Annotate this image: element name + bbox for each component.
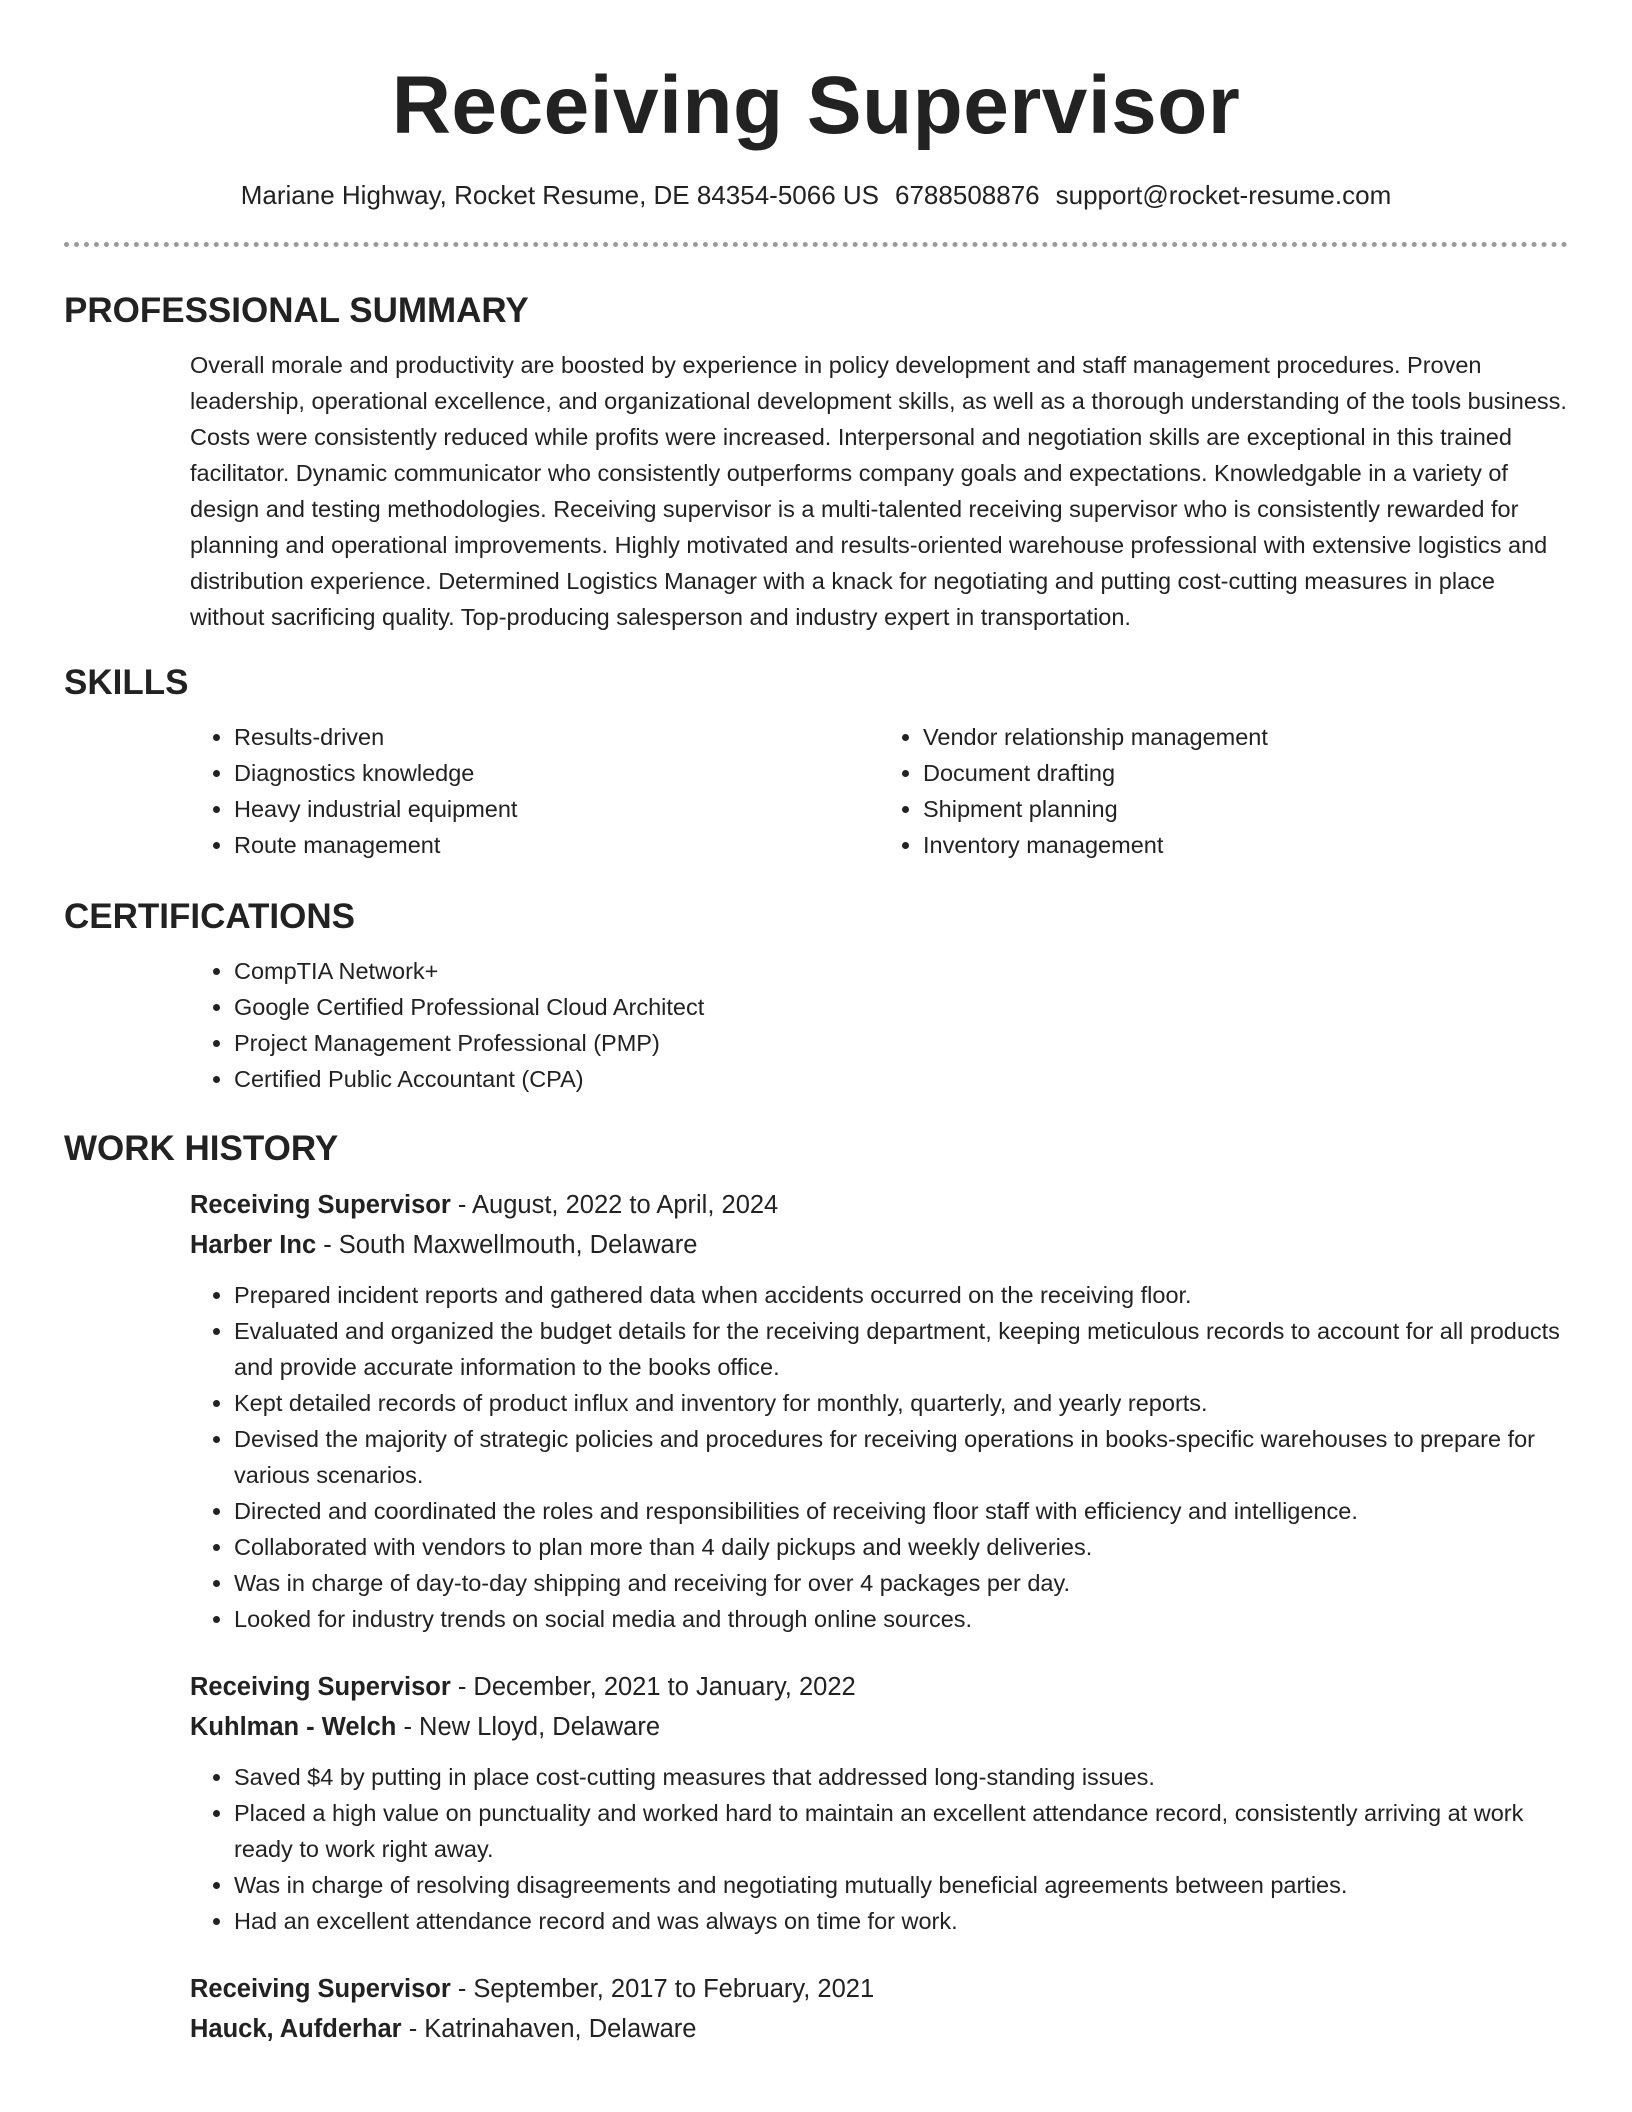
job-role: Receiving Supervisor <box>190 1975 451 2003</box>
job-company-line <box>190 1707 1568 1747</box>
header-divider <box>64 242 1568 247</box>
summary-text: Overall morale and productivity are boosted by experience in policy development and staff management procedures. Proven leadership, operational excellence, and organizational development skills, as well as a thorough understanding of the tools business. Costs were consistently reduced while profits were increased. Interpersonal and negotiation skills are exceptional in this trained facilitator. Dynamic communicator who consistently outperforms company goals and expectations. Knowledgable in a variety of design and testing methodologies. Receiving supervisor is a multi-talented receiving supervisor who is consistently rewarded for planning and operational improvements. Highly motivated and results-oriented warehouse professional with extensive logistics and distribution experience. Determined Logistics Manager with a knack for negotiating and putting cost-cutting measures in place without sacrificing quality. Top-producing salesperson and industry expert in transportation. <box>190 352 1567 630</box>
skill-item: • Document drafting <box>923 755 1568 791</box>
skill-item: • Shipment planning <box>923 791 1568 827</box>
job-bullet: • Saved $4 by putting in place cost-cutting measures that addressed long-standing issues. <box>234 1759 1568 1795</box>
job-bullets <box>190 1759 1568 1939</box>
job-role: Receiving Supervisor <box>190 1673 451 1701</box>
job-title-line <box>190 1667 1568 1707</box>
job-bullet: • Kept detailed records of product influx and inventory for monthly, quarterly, and yearly reports. <box>234 1385 1568 1421</box>
job-location: - South Maxwellmouth, Delaware <box>316 1231 698 1259</box>
job-bullet: • Collaborated with vendors to plan more than 4 daily pickups and weekly deliveries. <box>234 1529 1568 1565</box>
summary-section <box>64 289 1568 635</box>
job-bullet: • Prepared incident reports and gathered data when accidents occurred on the receiving floor. <box>234 1277 1568 1313</box>
work-history-heading: WORK HISTORY <box>64 1129 339 1168</box>
contact-phone: 6788508876 <box>895 180 1040 210</box>
resume-title: Receiving Supervisor <box>391 60 1241 151</box>
skills-heading: SKILLS <box>64 663 189 702</box>
skill-item: • Vendor relationship management <box>923 719 1568 755</box>
job-entry <box>190 1969 1568 2049</box>
contact-address: Mariane Highway, Rocket Resume, DE 84354-5066 US <box>240 180 880 210</box>
job-bullet: • Looked for industry trends on social media and through online sources. <box>234 1601 1568 1637</box>
job-bullets <box>190 1277 1568 1637</box>
job-bullet: • Devised the majority of strategic policies and procedures for receiving operations in books-specific warehouses to prepare for various scenarios. <box>234 1421 1568 1493</box>
job-company: Harber Inc <box>190 1231 317 1259</box>
contact-line <box>64 178 1568 212</box>
job-bullet: • Evaluated and organized the budget details for the receiving department, keeping meticulous records to account for all products and provide accurate information to the books office. <box>234 1313 1568 1385</box>
job-company: Hauck, Aufderhar <box>190 2015 402 2043</box>
skills-section <box>64 661 1568 863</box>
certifications-list <box>190 953 1568 1097</box>
job-title-line <box>190 1969 1568 2009</box>
job-dates: - December, 2021 to January, 2022 <box>450 1673 856 1701</box>
skill-item: • Results-driven <box>234 719 879 755</box>
certifications-section <box>64 895 1568 1097</box>
job-bullet: • Was in charge of resolving disagreements and negotiating mutually beneficial agreements between parties. <box>234 1867 1568 1903</box>
skill-item: • Heavy industrial equipment <box>234 791 879 827</box>
job-role: Receiving Supervisor <box>190 1191 451 1219</box>
job-company: Kuhlman - Welch <box>190 1713 397 1741</box>
skill-item: • Inventory management <box>923 827 1568 863</box>
job-location: - Katrinahaven, Delaware <box>401 2015 697 2043</box>
skills-list-right <box>879 719 1568 863</box>
work-history-section <box>64 1127 1568 2049</box>
certification-item: • Project Management Professional (PMP) <box>234 1025 1568 1061</box>
job-title-line <box>190 1185 1568 1225</box>
skill-item: • Diagnostics knowledge <box>234 755 879 791</box>
certification-item: • CompTIA Network+ <box>234 953 1568 989</box>
job-bullet: • Placed a high value on punctuality and worked hard to maintain an excellent attendance record, consistently arriving at work ready to work right away. <box>234 1795 1568 1867</box>
job-company-line <box>190 1225 1568 1265</box>
certification-item: • Google Certified Professional Cloud Architect <box>234 989 1568 1025</box>
job-entry <box>190 1185 1568 1637</box>
job-entry <box>190 1667 1568 1939</box>
job-dates: - August, 2022 to April, 2024 <box>450 1191 779 1219</box>
resume-page <box>64 0 1568 2049</box>
contact-email: support@rocket-resume.com <box>1055 180 1392 210</box>
job-dates: - September, 2017 to February, 2021 <box>450 1975 875 2003</box>
job-bullet: • Had an excellent attendance record and was always on time for work. <box>234 1903 1568 1939</box>
skill-item: • Route management <box>234 827 879 863</box>
job-location: - New Lloyd, Delaware <box>396 1713 660 1741</box>
skills-list-left <box>190 719 879 863</box>
certifications-heading: CERTIFICATIONS <box>64 897 356 936</box>
certification-item: • Certified Public Accountant (CPA) <box>234 1061 1568 1097</box>
job-bullet: • Directed and coordinated the roles and responsibilities of receiving floor staff with efficiency and intelligence. <box>234 1493 1568 1529</box>
job-company-line <box>190 2009 1568 2049</box>
summary-heading: PROFESSIONAL SUMMARY <box>64 291 529 330</box>
job-bullet: • Was in charge of day-to-day shipping and receiving for over 4 packages per day. <box>234 1565 1568 1601</box>
